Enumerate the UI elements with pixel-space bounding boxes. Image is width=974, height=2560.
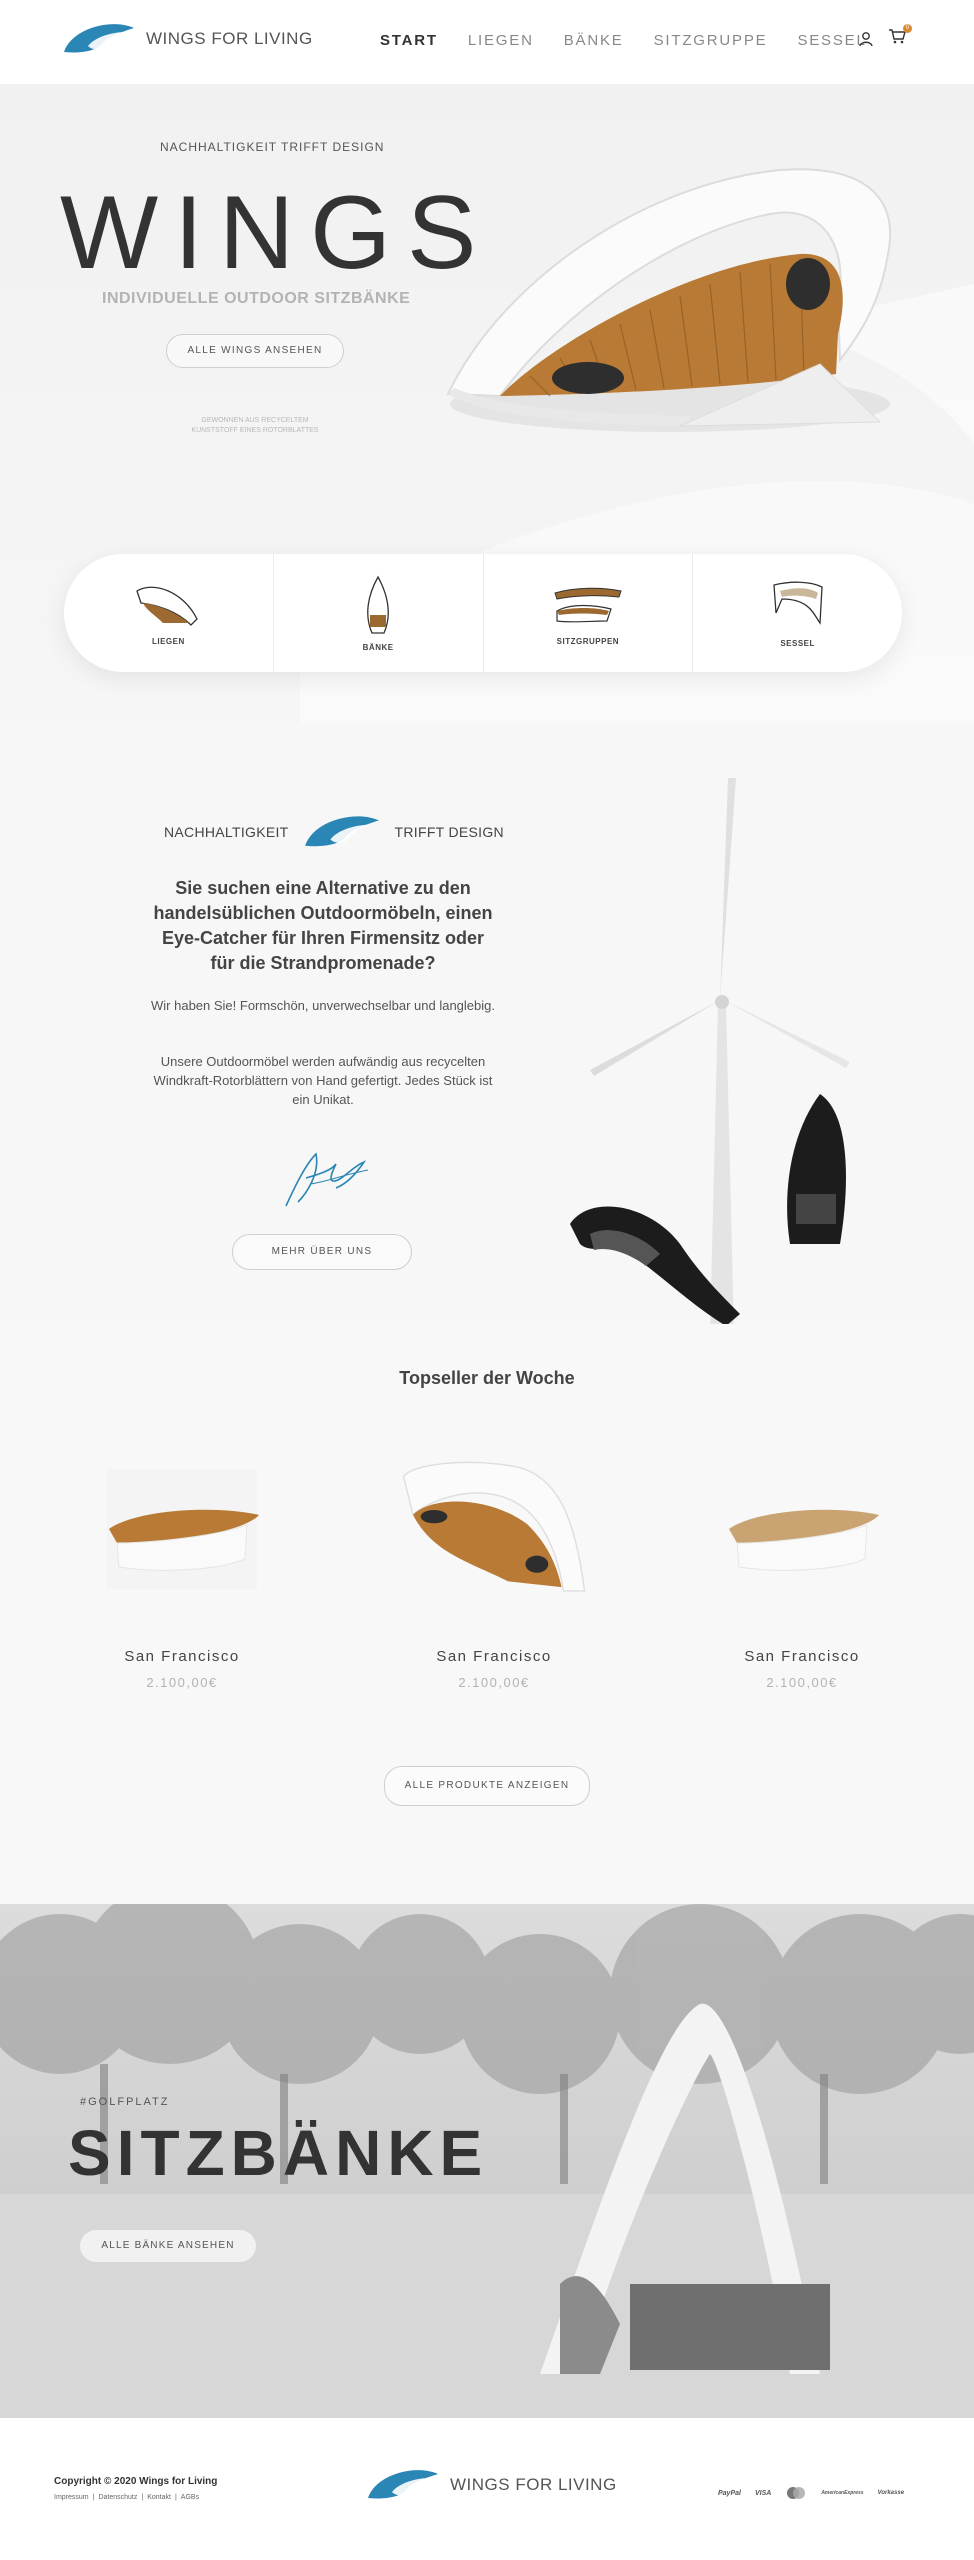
seating-group-icon (551, 581, 625, 629)
hero-kicker: NACHHALTIGKEIT TRIFFT DESIGN (160, 140, 385, 154)
main-nav (380, 32, 867, 49)
armchair-icon (770, 579, 826, 631)
brand-logo[interactable] (62, 22, 313, 56)
hero-subtitle: INDIVIDUELLE OUTDOOR SITZBÄNKE (102, 290, 411, 307)
product-name: San Francisco (124, 1648, 240, 1665)
user-icon[interactable] (858, 31, 874, 47)
about-question: Sie suchen eine Alternative zu den handelsüblichen Outdoormöbeln, einen Eye-Catcher für Ihren Firmensitz oder für die Strandpromenade? (153, 878, 493, 973)
about-text-1: Wir haben Sie! Formschön, unverwechselbar und langlebig. (151, 998, 495, 1013)
visa-icon: VISA (754, 2489, 772, 2497)
product-price: 2.100,00€ (146, 1675, 218, 1690)
product-price: 2.100,00€ (766, 1675, 838, 1690)
hero-lounger-image (440, 164, 900, 504)
about-text-2: Unsere Outdoormöbel werden aufwändig aus recycelten Windkraft-Rotorblättern von Hand gefertigt. Jedes Stück ist ein Unikat. (153, 1054, 493, 1107)
all-benches-button[interactable]: ALLE BÄNKE ANSEHEN (80, 2230, 256, 2262)
nav-sessel[interactable]: SESSEL (797, 32, 867, 49)
brand-name: WINGS FOR LIVING (450, 2475, 617, 2494)
nav-baenke[interactable]: BÄNKE (563, 32, 624, 49)
kontakt-link[interactable]: Kontakt (147, 2494, 171, 2501)
wing-logo-icon (303, 814, 381, 850)
product-card[interactable] (394, 1444, 594, 1690)
about-heading (164, 814, 504, 850)
bench-product-image (717, 1459, 887, 1599)
about-section (0, 724, 974, 1324)
category-sessel[interactable] (693, 554, 902, 672)
category-label: LIEGEN (151, 636, 185, 646)
agb-link[interactable]: AGBs (180, 2494, 200, 2501)
category-bar (64, 554, 902, 672)
amex-icon: AmericanExpress (821, 2490, 864, 2496)
hero-title: WINGS (60, 175, 493, 291)
product-image (394, 1444, 594, 1614)
cart-button[interactable] (888, 25, 910, 49)
product-card[interactable] (702, 1444, 902, 1690)
cart-count-badge: 0 (903, 24, 912, 33)
category-label: SITZGRUPPEN (556, 636, 620, 646)
bench-product-image (97, 1459, 267, 1599)
hero-note-line-1: GEWONNEN AUS RECYCELTEM (201, 417, 309, 424)
payment-methods (718, 2486, 904, 2500)
footer-links (54, 2494, 199, 2501)
product-image (82, 1444, 282, 1614)
site-footer (0, 2418, 974, 2560)
golf-kicker: #GOLFPLATZ (80, 2096, 170, 2108)
nav-sitzgruppe[interactable]: SITZGRUPPE (653, 32, 768, 49)
lounger-icon (133, 581, 203, 629)
hero-section (0, 84, 974, 724)
hero-note-line-2: KUNSTSTOFF EINES ROTORBLATTES (191, 427, 319, 434)
hero-note (160, 416, 350, 436)
about-heading-right: TRIFFT DESIGN (394, 824, 504, 840)
all-products-button[interactable]: ALLE PRODUKTE ANZEIGEN (384, 1766, 590, 1806)
nav-start[interactable]: START (380, 32, 438, 49)
wing-logo-icon (62, 22, 136, 56)
golf-banner (0, 1904, 974, 2418)
brand-name: WINGS FOR LIVING (146, 29, 313, 48)
category-label: BÄNKE (362, 642, 394, 652)
header-icons (858, 25, 910, 49)
product-name: San Francisco (744, 1648, 860, 1665)
separator: | (141, 2494, 144, 2501)
separator: | (174, 2494, 177, 2501)
all-wings-button[interactable]: ALLE WINGS ANSEHEN (166, 334, 344, 368)
product-price: 2.100,00€ (458, 1675, 530, 1690)
paypal-icon: PayPal (718, 2489, 741, 2497)
product-image (702, 1444, 902, 1614)
signature-image (276, 1144, 376, 1214)
topseller-section (0, 1324, 974, 1904)
bench-icon (358, 575, 398, 635)
category-liegen[interactable] (64, 554, 274, 672)
category-label: SESSEL (780, 638, 815, 648)
separator: | (92, 2494, 95, 2501)
vorkasse-icon: Vorkasse (877, 2490, 905, 2496)
about-us-button[interactable]: MEHR ÜBER UNS (232, 1234, 412, 1270)
product-card[interactable] (82, 1444, 282, 1690)
topseller-title: Topseller der Woche (399, 1368, 575, 1388)
footer-brand[interactable] (366, 2468, 617, 2502)
category-baenke[interactable] (274, 554, 484, 672)
nav-liegen[interactable]: LIEGEN (467, 32, 534, 49)
impressum-link[interactable]: Impressum (54, 2494, 89, 2501)
wind-turbine-image (550, 774, 870, 1334)
datenschutz-link[interactable]: Datenschutz (98, 2494, 138, 2501)
golf-title: SITZBÄNKE (68, 2117, 489, 2189)
wing-logo-icon (366, 2468, 440, 2502)
about-heading-left: NACHHALTIGKEIT (164, 824, 289, 840)
site-header (0, 0, 974, 84)
lounger-product-image (394, 1454, 594, 1604)
category-sitzgruppen[interactable] (484, 554, 694, 672)
product-name: San Francisco (436, 1648, 552, 1665)
mastercard-icon (785, 2486, 807, 2500)
copyright: Copyright © 2020 Wings for Living (54, 2476, 218, 2487)
